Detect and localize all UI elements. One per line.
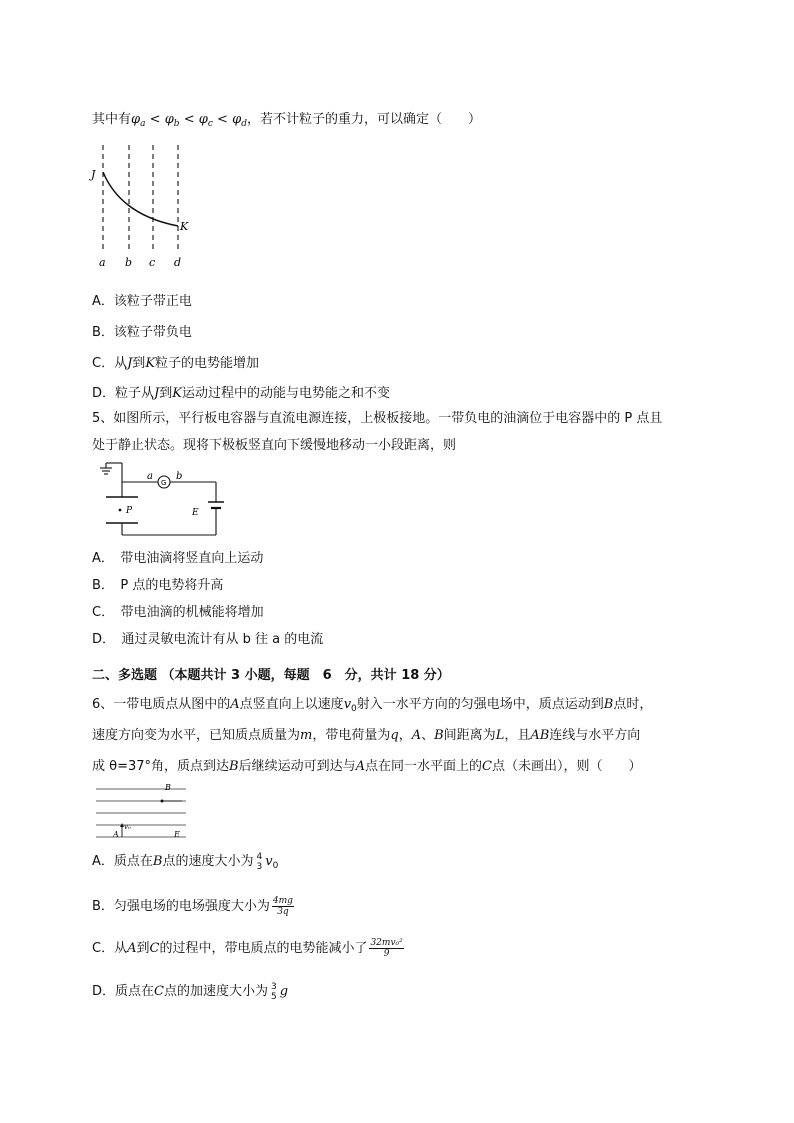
oil-drop-point [119, 509, 122, 512]
label-b: B [165, 783, 171, 792]
line-a-label: a [99, 256, 106, 269]
label-g: G [161, 479, 167, 487]
fraction-4mg-3q: $\frac{4mg}{3q}$ [272, 896, 293, 917]
label-e: E [192, 508, 199, 518]
point-b-dot [161, 800, 164, 803]
q6-option-a: A．质点在B点的速度大小为 4 3 $v_0$ [92, 851, 279, 872]
q5-capacitor-circuit-figure [92, 460, 232, 540]
q6-stem-line3: 成 θ=37°角，质点到达B后继续运动可到达与A点在同一水平面上的C点（未画出），则（ ） [92, 759, 642, 774]
q5-stem-line2: 处于静止状态。现将下极板竖直向下缓慢地移动一小段距离，则 [92, 438, 457, 453]
label-e: E [174, 830, 180, 839]
fraction-3-5: 3 5 [270, 981, 277, 1002]
fraction-4-3: 4 3 [256, 851, 263, 872]
q4-option-c: C．从J到K粒子的电势能增加 [92, 356, 260, 371]
fraction-32mv0sq-9: $\frac{\text{32mv₀²}}{9}$ [370, 938, 403, 959]
q4-option-d: D．粒子从J到K运动过程中的动能与电势能之和不变 [92, 386, 390, 401]
line-b-label: b [125, 256, 133, 269]
q4-option-b: B．该粒子带负电 [92, 325, 192, 340]
q5-option-a: A． 带电油滴将竖直向上运动 [92, 551, 264, 566]
point-k-label: K [180, 220, 189, 233]
label-a: a [147, 471, 153, 482]
q6-option-d: D．质点在C点的加速度大小为 3 5 g [92, 981, 289, 1002]
q6-stem-line1: 6、一带电质点从图中的A点竖直向上以速度$v_0$射入一水平方向的匀强电场中，质点运动到B点时， [92, 697, 653, 714]
label-b: b [176, 471, 183, 482]
q6-electric-field-figure [94, 780, 194, 842]
q4-equipotential-figure [86, 140, 206, 272]
q5-stem-line1: 5、如图所示，平行板电容器与直流电源连接，上极板接地。一带负电的油滴位于电容器中的 P 点且 [92, 411, 663, 426]
point-j-label: J [91, 168, 96, 181]
label-v0: v₀ [124, 823, 131, 831]
q4-option-a: A．该粒子带正电 [92, 294, 192, 309]
q6-option-b: B．匀强电场的电场强度大小为 $\frac{4mg}{3q}$ [92, 896, 293, 917]
line-c-label: c [149, 256, 156, 269]
equipotential-lines [103, 145, 178, 250]
q4-stem: 其中有$\varphi_a < \varphi_b < \varphi_c < \varphi_d$，若不计粒子的重力，可以确定（ ） [92, 112, 481, 129]
trajectory-curve [103, 172, 178, 226]
q6-option-c: C．从A到C的过程中，带电质点的电势能减小了 $\frac{\text{32mv₀²}}{9}$ [92, 938, 403, 959]
section-2-title: 二、多选题 （本题共计 3 小题，每题 6 分，共计 18 分） [92, 668, 450, 683]
q5-option-d: D． 通过灵敏电流计有从 b 往 a 的电流 [92, 632, 324, 647]
label-a: A [113, 830, 119, 839]
q6-stem-line2: 速度方向变为水平，已知质点质量为m，带电荷量为q，A、B间距离为L，且AB连线与水平方向 [92, 728, 641, 743]
line-d-label: d [174, 256, 182, 269]
q5-option-c: C． 带电油滴的机械能将增加 [92, 605, 264, 620]
q5-option-b: B． P 点的电势将升高 [92, 578, 224, 593]
label-p: P [126, 506, 133, 516]
field-lines [96, 789, 186, 837]
